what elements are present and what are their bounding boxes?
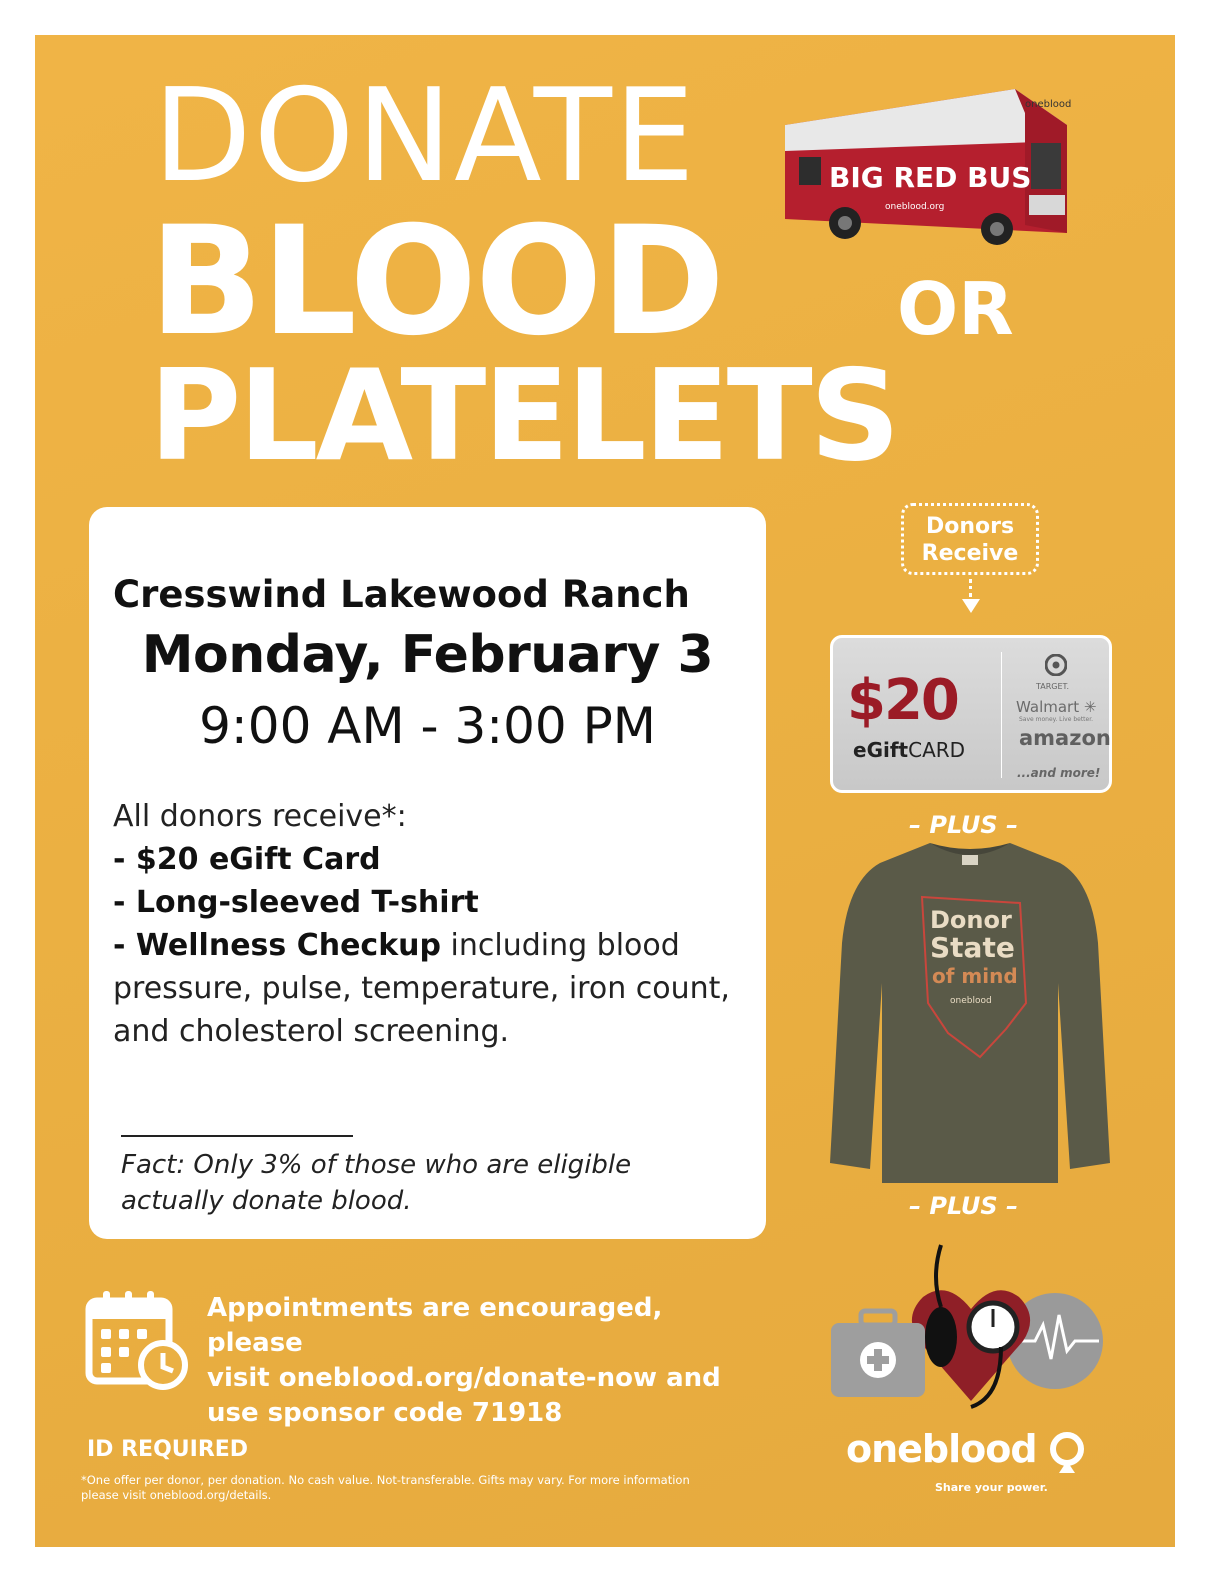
event-location: Cresswind Lakewood Ranch [113, 573, 690, 616]
donors-receive-badge: Donors Receive [901, 503, 1039, 575]
egift-card [830, 635, 1112, 793]
benefit-item: - Long-sleeved T-shirt [113, 885, 479, 920]
plus-label: – PLUS – [909, 1192, 1019, 1220]
wellness-checkup-illustration [831, 1237, 1111, 1409]
heart-blood-pressure-icon [912, 1245, 1030, 1407]
bus-url: oneblood.org [885, 202, 945, 212]
benefits-list [113, 795, 743, 1053]
giftcard-divider [1001, 652, 1002, 778]
fact-text: Fact: Only 3% of those who are eligible actually donate blood. [121, 1150, 632, 1216]
giftcard-label: eGiftCARD [853, 738, 966, 762]
headline-platelets: PLATELETS [149, 342, 898, 489]
amazon-label: amazon [1019, 726, 1111, 750]
target-logo-icon [1045, 654, 1067, 676]
svg-text:of mind: of mind [932, 964, 1018, 988]
flyer [35, 35, 1175, 1547]
svg-text:Donor: Donor [930, 906, 1012, 934]
appointment-text: Appointments are encouraged, please visit oneblood.org/donate-now and use sponsor code 71918 [207, 1293, 721, 1428]
disclaimer: *One offer per donor, per donation. No cash value. Not-transferable. Gifts may vary. For more information please visit oneblood.org/details. [81, 1473, 690, 1502]
walmart-tagline: Save money. Live better. [1019, 716, 1094, 723]
long-sleeve-tshirt-image [830, 833, 1110, 1193]
sponsor-code: sponsor code 71918 [267, 1398, 563, 1428]
bus-brand: oneblood [1025, 99, 1072, 110]
oneblood-drop-icon [1049, 1431, 1085, 1475]
bus-name: BIG RED BUS [829, 161, 1032, 194]
headline-or: OR [897, 267, 1014, 351]
first-aid-kit-icon [831, 1311, 925, 1397]
and-more-label: ...and more! [1017, 766, 1101, 780]
svg-text:oneblood: oneblood [950, 996, 992, 1006]
oneblood-tagline: Share your power. [935, 1481, 1048, 1494]
big-red-bus-image [775, 55, 1075, 265]
calendar-clock-icon [85, 1287, 191, 1391]
headline-donate: DONATE [153, 62, 697, 211]
donate-now-link[interactable]: oneblood.org/donate-now [278, 1363, 658, 1393]
divider [121, 1135, 353, 1137]
benefit-item: - Wellness Checkup including blood pressure, pulse, temperature, iron count, and cholesterol screening. [113, 928, 730, 1049]
headline-blood: BLOOD [149, 195, 724, 369]
benefit-item: - $20 eGift Card [113, 842, 381, 877]
arrow-down-icon [962, 599, 980, 613]
event-date: Monday, February 3 [141, 625, 714, 685]
svg-text:State: State [930, 931, 1015, 964]
event-info-card [89, 507, 766, 1239]
oneblood-logo: oneblood [846, 1427, 1037, 1471]
giftcard-amount: $20 [847, 668, 958, 733]
arrow-dots [969, 579, 972, 597]
target-label: TARGET. [1036, 682, 1070, 691]
plus-label: – PLUS – [909, 811, 1019, 839]
id-required: ID REQUIRED [87, 1437, 249, 1462]
walmart-label: Walmart ✳ [1016, 698, 1097, 716]
benefits-intro: All donors receive*: [113, 799, 407, 834]
event-time: 9:00 AM - 3:00 PM [199, 697, 656, 755]
